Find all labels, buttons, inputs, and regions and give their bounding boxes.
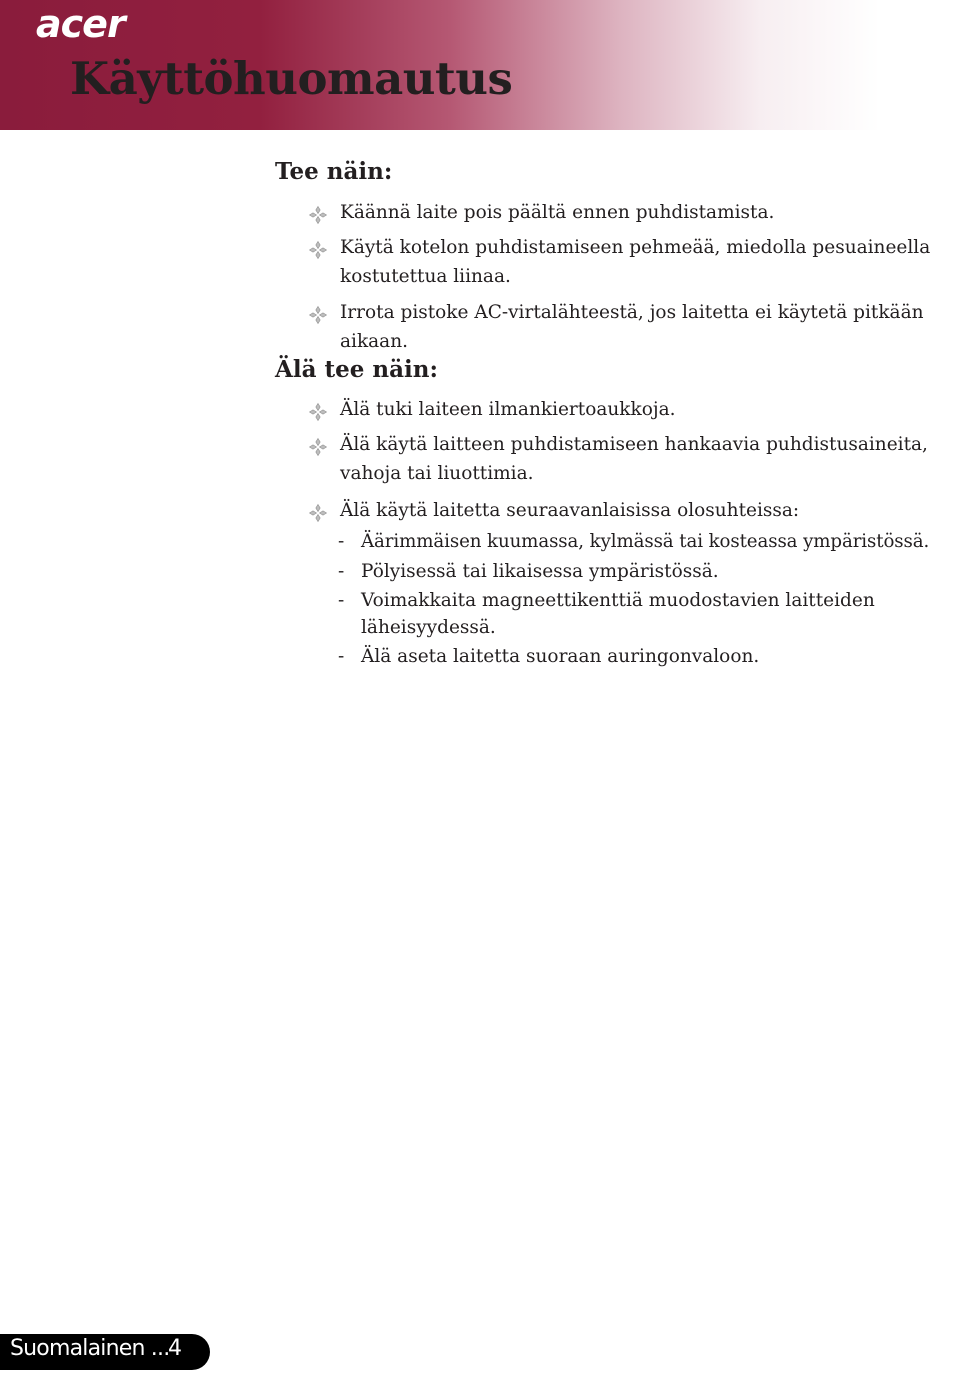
dash-marker: - — [338, 531, 345, 552]
four-diamond-bullet-icon — [308, 205, 328, 225]
do-list-item — [308, 233, 960, 291]
condition-text: Pölyisessä tai likaisessa ympäristössä. — [361, 561, 719, 582]
condition-text: Äärimmäisen kuumassa, kylmässä tai kosteassa ympäristössä. — [361, 531, 930, 552]
do-list-item — [308, 198, 960, 227]
page-number: 4 — [168, 1336, 182, 1361]
page-title: Käyttöhuomautus — [70, 52, 513, 105]
four-diamond-bullet-icon — [308, 240, 328, 260]
condition-text: Voimakkaita magneettikenttiä muodostavien laitteiden läheisyydessä. — [361, 590, 875, 638]
do-list-item — [308, 298, 960, 356]
dash-marker: - — [338, 561, 345, 582]
condition-list-item — [338, 643, 960, 670]
header-band — [0, 0, 960, 130]
dont-list-item — [308, 395, 960, 424]
do-item-text: Käytä kotelon puhdistamiseen pehmeää, miedolla pesuaineella kostutettua liinaa. — [340, 237, 931, 287]
dont-item-text: Älä käytä laitetta seuraavanlaisissa olosuhteissa: — [340, 500, 800, 521]
condition-text: Älä aseta laitetta suoraan auringonvaloon. — [361, 646, 760, 667]
footer-language: Suomalainen ... — [10, 1336, 170, 1361]
condition-list-item — [338, 558, 960, 585]
dont-section-heading: Älä tee näin: — [275, 356, 438, 383]
four-diamond-bullet-icon — [308, 305, 328, 325]
dont-list-item — [308, 430, 960, 488]
do-item-text: Käännä laite pois päältä ennen puhdistamista. — [340, 202, 775, 223]
four-diamond-bullet-icon — [308, 503, 328, 523]
do-section-heading: Tee näin: — [275, 158, 393, 185]
dash-marker: - — [338, 590, 345, 611]
condition-list-item — [338, 587, 908, 641]
acer-logo: acer — [36, 2, 125, 46]
dash-marker: - — [338, 646, 345, 667]
dont-item-text: Älä tuki laiteen ilmankiertoaukkoja. — [340, 399, 676, 420]
footer-page-tab — [0, 1334, 210, 1370]
four-diamond-bullet-icon — [308, 402, 328, 422]
dont-item-text: Älä käytä laitteen puhdistamiseen hankaavia puhdistusaineita, vahoja tai liuottimia. — [340, 434, 928, 484]
do-item-text: Irrota pistoke AC-virtalähteestä, jos laitetta ei käytetä pitkään aikaan. — [340, 302, 924, 352]
four-diamond-bullet-icon — [308, 437, 328, 457]
dont-list-item — [308, 496, 960, 525]
condition-list-item — [338, 528, 960, 555]
